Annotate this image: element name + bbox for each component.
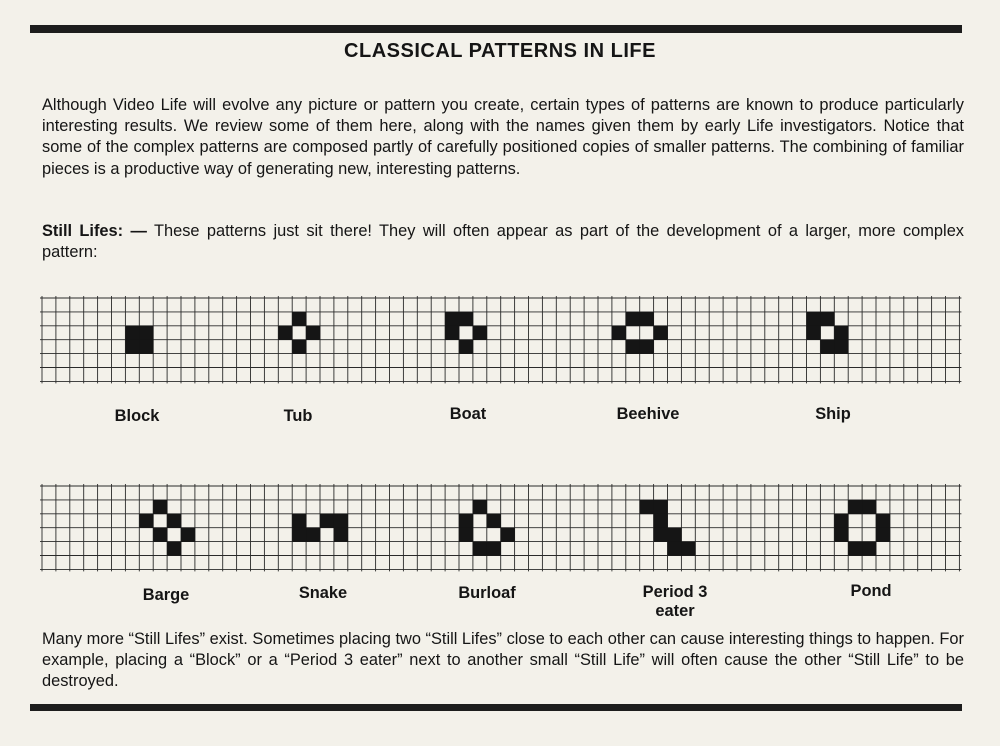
cell-burloaf — [459, 514, 473, 528]
cell-burloaf — [473, 542, 487, 556]
cell-tub — [306, 326, 320, 340]
cell-boat — [459, 312, 473, 326]
cell-pond — [862, 500, 876, 514]
cell-beehive — [640, 340, 654, 354]
bottom-rule — [30, 704, 962, 711]
cell-ship — [834, 340, 848, 354]
cell-ship — [820, 312, 834, 326]
cell-burloaf — [487, 542, 501, 556]
cell-beehive — [640, 312, 654, 326]
cell-boat — [445, 326, 459, 340]
cell-burloaf — [459, 528, 473, 542]
cell-barge — [139, 514, 153, 528]
pattern-cells — [125, 312, 890, 556]
cell-tub — [292, 340, 306, 354]
label-pond: Pond — [850, 582, 892, 600]
cell-snake — [306, 528, 320, 542]
cell-barge — [153, 528, 167, 542]
cell-burloaf — [473, 500, 487, 514]
cell-period-3-eater — [654, 514, 668, 528]
cell-beehive — [626, 312, 640, 326]
label-period-3-line1: Period 3 — [642, 583, 708, 601]
cell-period-3-eater — [681, 542, 695, 556]
cell-period-3-eater — [668, 542, 682, 556]
cell-period-3-eater — [654, 528, 668, 542]
still-lifes-text: These patterns just sit there! They will often appear as part of the development of a larger, more complex pattern: — [42, 222, 965, 262]
cell-beehive — [612, 326, 626, 340]
label-block: Block — [114, 407, 160, 425]
cell-block — [125, 326, 139, 340]
cell-burloaf — [487, 514, 501, 528]
cell-snake — [292, 514, 306, 528]
cell-ship — [820, 340, 834, 354]
intro-paragraph: Although Video Life will evolve any picture or pattern you create, certain types of patterns are known to produce particularly interesting results. We review some of them here, along with the names given them by early Life investigators. Notice that some of the complex patterns are composed partly of carefully positioned copies of smaller patterns. The combining of familiar pieces is a productive way of generating new, interesting patterns. — [42, 96, 964, 178]
label-barge: Barge — [142, 586, 190, 604]
cell-boat — [473, 326, 487, 340]
label-period-3-eater — [610, 583, 740, 621]
label-snake: Snake — [298, 584, 348, 602]
cell-barge — [167, 542, 181, 556]
cell-snake — [334, 528, 348, 542]
cell-block — [125, 340, 139, 354]
page-title: CLASSICAL PATTERNS IN LIFE — [344, 40, 656, 62]
cell-burloaf — [501, 528, 515, 542]
label-period-3-line2: eater — [655, 602, 695, 620]
cell-snake — [320, 514, 334, 528]
cell-barge — [181, 528, 195, 542]
label-boat: Boat — [449, 405, 487, 423]
cell-pond — [834, 528, 848, 542]
cell-period-3-eater — [668, 528, 682, 542]
cell-tub — [278, 326, 292, 340]
cell-snake — [292, 528, 306, 542]
cell-beehive — [626, 340, 640, 354]
cell-barge — [167, 514, 181, 528]
cell-ship — [834, 326, 848, 340]
cell-block — [139, 340, 153, 354]
label-burloaf: Burloaf — [458, 584, 516, 602]
cell-tub — [292, 312, 306, 326]
cell-boat — [445, 312, 459, 326]
cell-snake — [334, 514, 348, 528]
cell-pond — [848, 500, 862, 514]
cell-pond — [862, 542, 876, 556]
cell-pond — [848, 542, 862, 556]
cell-pond — [876, 514, 890, 528]
label-tub: Tub — [283, 407, 313, 425]
cell-ship — [807, 312, 821, 326]
still-lifes-heading: Still Lifes: — — [42, 222, 147, 240]
cell-pond — [834, 514, 848, 528]
cell-ship — [807, 326, 821, 340]
label-ship: Ship — [815, 405, 851, 423]
cell-period-3-eater — [654, 500, 668, 514]
cell-block — [139, 326, 153, 340]
cell-barge — [153, 500, 167, 514]
closing-paragraph: Many more “Still Lifes” exist. Sometimes placing two “Still Lifes” close to each other can cause interesting things to happen. For example, placing a “Block” or a “Period 3 eater” next to another small “Still Life” will often cause the other “Still Life” to be destroyed. — [42, 630, 964, 691]
cell-boat — [459, 340, 473, 354]
cell-beehive — [654, 326, 668, 340]
cell-period-3-eater — [640, 500, 654, 514]
label-beehive: Beehive — [616, 405, 680, 423]
cell-pond — [876, 528, 890, 542]
